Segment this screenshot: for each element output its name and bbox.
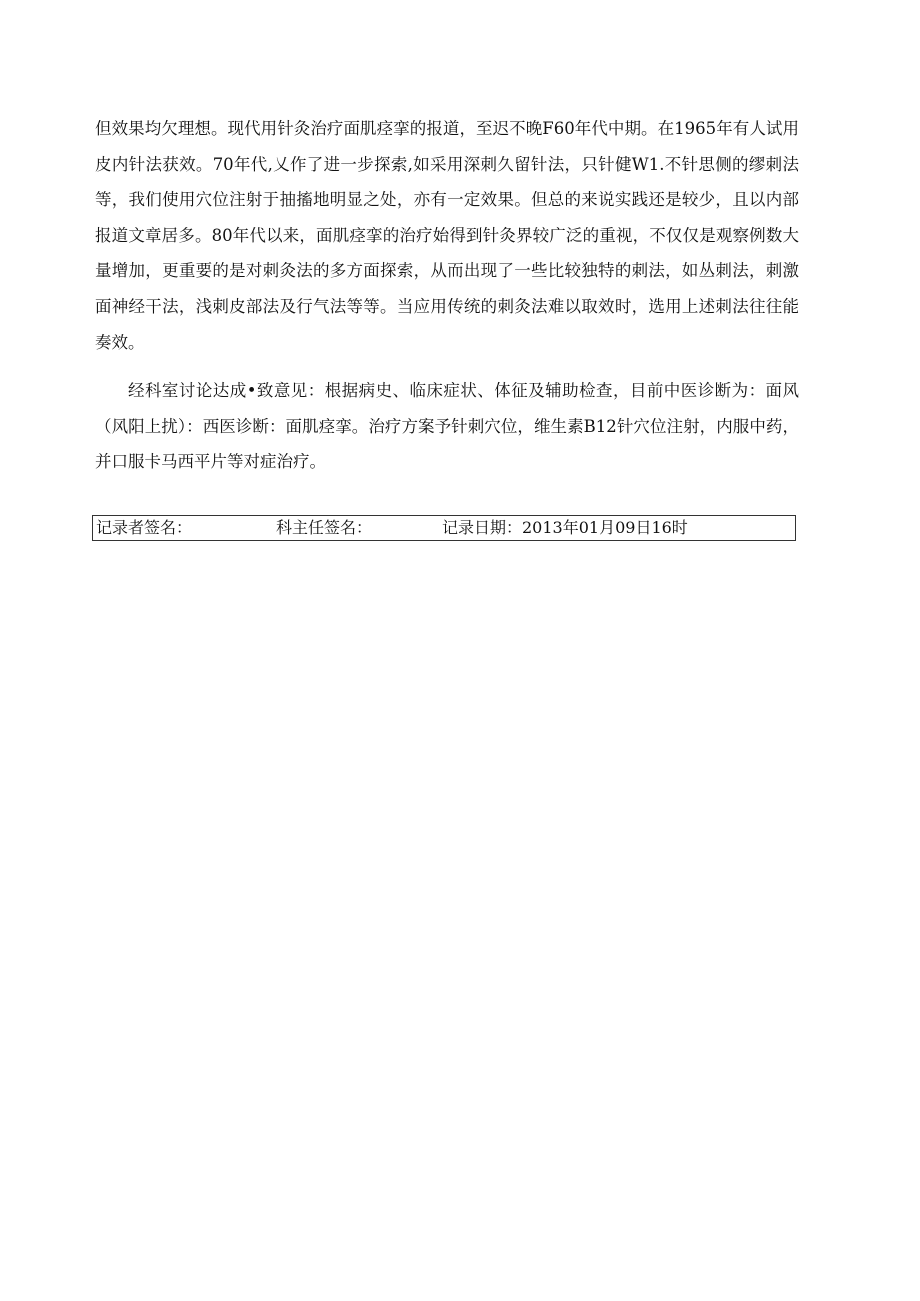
record-signature-box (92, 515, 796, 541)
history-paragraph: 但效果均欠理想。现代用针灸治疗面肌痉挛的报道，至迟不晚F60年代中期。在1965年有人试用皮内针法获效。70年代,乂作了进一步探索,如采用深刺久留针法，只针健W1.不针思侧的缪刺法等，我们使用穴位注射于抽搐地明显之处，亦有一定效果。但总的来说实践还是较少，且以内部报道文章居多。80年代以来，面肌痉挛的治疗始得到针灸界较广泛的重视，不仅仅是观察例数大量增加，更重要的是对刺灸法的多方面探索，从而出现了一些比较独特的刺法，如丛刺法，刺激面神经干法，浅刺皮部法及行气法等等。当应用传统的刺灸法难以取效时，选用上述刺法往往能奏效。 (95, 119, 799, 352)
recorder-signature-label: 记录者签名： (96, 518, 193, 537)
director-signature-label: 科主任签名： (276, 518, 373, 537)
record-date: 记录日期：2013年01月09日16时 (442, 518, 688, 537)
discussion-conclusion-paragraph: 经科室讨论达成•致意见：根据病史、临床症状、体征及辅助检查，目前中医诊断为：面风（风阳上扰）：西医诊断：面肌痉挛。治疗方案予针刺穴位，维生素B12针穴位注射，内服中药，并口服卡马西平片等对症治疗。 (95, 381, 799, 472)
